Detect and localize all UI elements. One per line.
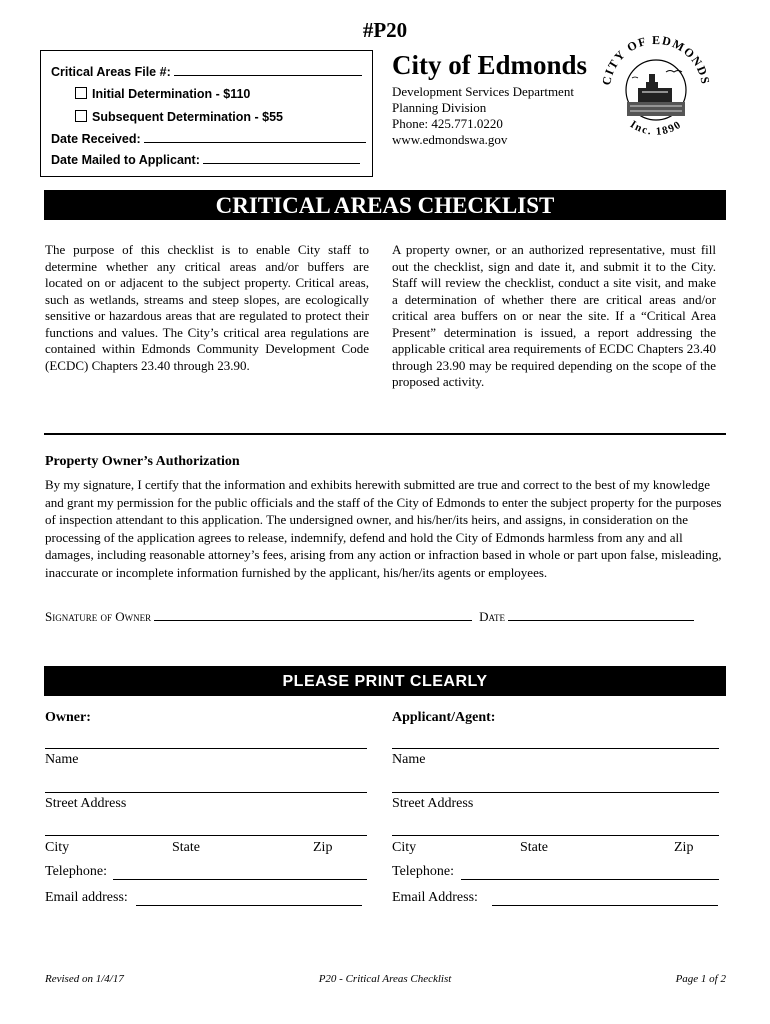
date-mailed-field[interactable] <box>203 151 360 164</box>
signature-field[interactable] <box>154 610 472 621</box>
file-number-field[interactable] <box>174 63 362 76</box>
intake-box <box>40 50 373 177</box>
applicant-telephone-label: Telephone: <box>392 864 454 879</box>
applicant-email-field[interactable] <box>492 905 718 906</box>
owner-heading: Owner: <box>45 710 91 725</box>
city-name: City of Edmonds <box>392 50 588 80</box>
owner-email-field[interactable] <box>136 905 362 906</box>
svg-text:Inc. 1890 <box>628 118 684 137</box>
date-received-label: Date Received: <box>51 132 141 146</box>
owner-city-label: City <box>45 840 70 855</box>
authorization-text: By my signature, I certify that the information and exhibits herewith submitted are true and correct to the best of my knowledge and grant my permission for the public officials and the staff of the City of Edmonds to enter the subject property for the purposes of inspection attendant to this application. The undersigned owner, and his/her/its heirs, and assigns, in consideration on the processing of the application agrees to release, indemnify, defend and hold the City of Edmonds harmless from any and all damages, including reasonable attorney’s fees, arising from any action or infraction based in whole or part upon false, misleading, inaccurate or incomplete information furnished by the applicant, his/her/its agents or employees. <box>45 477 722 580</box>
applicant-telephone-field[interactable] <box>461 879 719 880</box>
intro-purpose-paragraph: The purpose of this checklist is to enable City staff to determine whether any critical areas and/or buffers are located on or adjacent to the subject property. Critical areas, such as wetlands, streams and steep slopes, are ecologically sensitive or hazardous areas that are regulated to protect their functions and values. The City’s critical area regulations are contained within Edmonds Community Development Code (ECDC) Chapters 23.40 through 23.90. <box>45 242 369 373</box>
form-code: #P20 <box>362 18 408 42</box>
subsequent-determination-label: Subsequent Determination - $55 <box>92 110 284 124</box>
city-seal-logo <box>596 28 716 148</box>
applicant-zip-label: Zip <box>674 840 694 855</box>
date-received-row <box>51 130 366 146</box>
owner-telephone-label: Telephone: <box>45 864 107 879</box>
file-number-row <box>51 63 362 79</box>
seal-top-text: CITY OF EDMONDS <box>599 32 713 87</box>
section-divider <box>44 433 726 435</box>
intro-instructions-paragraph: A property owner, or an authorized representative, must fill out the checklist, sign and date it, and submit it to the City. Staff will review the checklist, conduct a site visit, and make a determination of whether there are critical areas and/or critical area buffers on or near the site. If a “Critical Area Present” determination is issued, a report addressing the applicable critical area requirements of ECDC Chapters 23.40 through 23.90 may be required depending on the scope of the proposed activity. <box>392 242 716 389</box>
date-label: Date <box>479 609 506 624</box>
owner-email-label: Email address: <box>45 890 128 905</box>
signature-label: Signature of Owner <box>45 609 152 624</box>
owner-city-state-zip-field[interactable] <box>45 835 367 836</box>
print-clearly-text: PLEASE PRINT CLEARLY <box>282 673 488 690</box>
checklist-title-bar <box>44 190 726 220</box>
applicant-state-label: State <box>520 840 548 855</box>
initial-determination-checkbox[interactable] <box>75 87 87 99</box>
date-received-field[interactable] <box>144 130 366 143</box>
applicant-email-label: Email Address: <box>392 890 478 905</box>
checklist-title: CRITICAL AREAS CHECKLIST <box>215 193 555 218</box>
initial-determination-row <box>75 87 250 101</box>
owner-street-field[interactable] <box>45 792 367 793</box>
owner-telephone-field[interactable] <box>113 879 367 880</box>
seal-bottom-text: Inc. 1890 <box>627 118 685 138</box>
owner-name-label: Name <box>45 752 79 767</box>
applicant-street-label: Street Address <box>392 796 474 811</box>
owner-zip-label: Zip <box>313 840 333 855</box>
applicant-street-field[interactable] <box>392 792 719 793</box>
print-clearly-banner <box>44 666 726 696</box>
revision-date: Revised on 1/4/17 <box>45 973 124 985</box>
form-name: P20 - Critical Areas Checklist <box>318 973 452 985</box>
applicant-name-label: Name <box>392 752 426 767</box>
date-mailed-row <box>51 151 360 167</box>
subsequent-determination-checkbox[interactable] <box>75 110 87 122</box>
initial-determination-label: Initial Determination - $110 <box>92 87 251 101</box>
owner-street-label: Street Address <box>45 796 127 811</box>
owner-name-field[interactable] <box>45 748 367 749</box>
department-name: Development Services Department <box>392 84 574 99</box>
department-info <box>392 84 574 148</box>
phone-number: Phone: 425.771.0220 <box>392 116 503 131</box>
applicant-city-label: City <box>392 840 417 855</box>
authorization-heading: Property Owner’s Authorization <box>45 454 240 469</box>
owner-state-label: State <box>172 840 200 855</box>
subsequent-determination-row <box>75 110 283 124</box>
signature-date-field[interactable] <box>508 610 694 621</box>
file-number-label: Critical Areas File #: <box>51 65 171 79</box>
signature-row <box>45 609 694 625</box>
applicant-heading: Applicant/Agent: <box>392 710 496 725</box>
date-mailed-label: Date Mailed to Applicant: <box>51 153 200 167</box>
division-name: Planning Division <box>392 100 487 115</box>
applicant-name-field[interactable] <box>392 748 719 749</box>
website: www.edmondswa.gov <box>392 132 508 147</box>
applicant-city-state-zip-field[interactable] <box>392 835 719 836</box>
page-number: Page 1 of 2 <box>675 973 726 985</box>
